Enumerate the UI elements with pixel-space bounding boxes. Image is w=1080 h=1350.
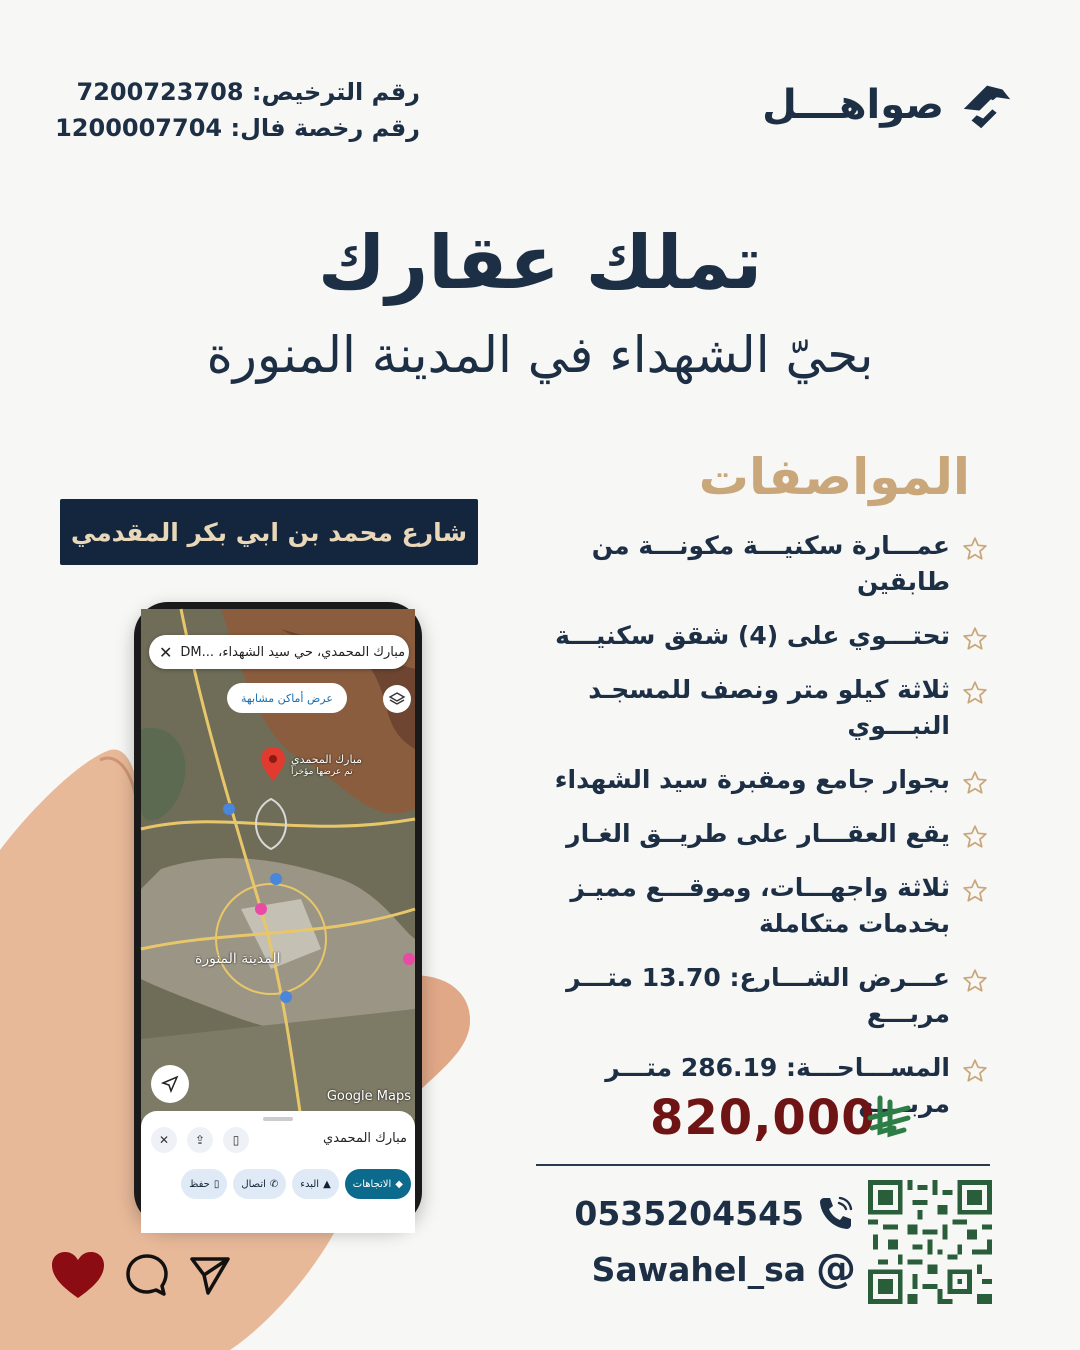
heart-icon[interactable] xyxy=(50,1250,106,1300)
save-label: حفظ xyxy=(189,1178,210,1190)
send-icon[interactable] xyxy=(188,1253,232,1297)
place-sheet xyxy=(141,1111,415,1233)
layers-button[interactable] xyxy=(383,685,411,713)
specs-list xyxy=(518,528,988,1140)
start-button[interactable] xyxy=(292,1169,339,1199)
phone-icon: ✆ xyxy=(269,1178,279,1190)
phone-number[interactable]: 0535204545 xyxy=(574,1193,804,1233)
bookmark-icon[interactable]: ▯ xyxy=(223,1127,249,1153)
action-chips xyxy=(141,1169,415,1199)
close-icon[interactable]: ✕ xyxy=(159,642,173,662)
social-handle-line[interactable] xyxy=(591,1244,856,1294)
license-info xyxy=(55,74,420,146)
comment-icon[interactable] xyxy=(124,1252,170,1298)
spec-text: عـــرض الشـــارع: 13.70 متـــر مربـــع xyxy=(566,963,950,1028)
directions-label: الاتجاهات xyxy=(352,1178,392,1190)
map-search-bar[interactable] xyxy=(149,635,409,669)
social-actions xyxy=(50,1250,232,1300)
brand-name: صواهـــل xyxy=(762,82,944,128)
city-label: المدينة المنورة xyxy=(195,951,281,967)
list-item xyxy=(518,762,988,798)
spec-text: يقع العقـــار على طريــق الغـار xyxy=(566,819,950,848)
star-icon xyxy=(962,1058,988,1084)
star-icon xyxy=(962,968,988,994)
star-icon xyxy=(962,626,988,652)
call-label: اتصال xyxy=(241,1178,266,1190)
sheet-handle[interactable] xyxy=(263,1117,293,1121)
my-location-button[interactable] xyxy=(151,1065,189,1103)
price: 820,000 xyxy=(650,1090,876,1146)
qr-code[interactable] xyxy=(868,1180,992,1304)
call-button[interactable] xyxy=(233,1169,286,1199)
place-name: مبارك المحمدي xyxy=(323,1131,407,1146)
star-icon xyxy=(962,680,988,706)
phone-mockup xyxy=(134,602,422,1226)
license-number: رقم الترخيص: 7200723708 xyxy=(76,78,420,106)
horse-head-logo-icon xyxy=(958,76,1016,134)
list-item xyxy=(518,816,988,852)
list-item xyxy=(518,870,988,942)
list-item xyxy=(518,528,988,600)
map-attribution: Google Maps xyxy=(326,1089,411,1104)
star-icon xyxy=(962,878,988,904)
phone-line[interactable] xyxy=(574,1188,856,1238)
street-banner: شارع محمد بن ابي بكر المقدمي xyxy=(60,499,478,565)
directions-button[interactable] xyxy=(345,1169,411,1199)
spec-text: بجوار جامع ومقبرة سيد الشهداء xyxy=(554,765,950,794)
at-icon: @ xyxy=(816,1246,856,1292)
fal-license-number: رقم رخصة فال: 1200007704 xyxy=(55,114,420,142)
navigation-arrow-icon xyxy=(161,1075,179,1093)
search-query[interactable]: مبارك المحمدي، حي سيد الشهداء، ...DM xyxy=(180,644,406,660)
star-icon xyxy=(962,770,988,796)
pin-sublabel: تم عرضها مؤخراً xyxy=(291,767,353,777)
spec-text: تحتـــوي على (4) شقق سكنيـــة xyxy=(555,621,950,650)
social-handle[interactable]: Sawahel_sa xyxy=(591,1249,806,1289)
star-icon xyxy=(962,536,988,562)
share-icon[interactable]: ⇪ xyxy=(187,1127,213,1153)
bookmark-icon: ▯ xyxy=(213,1178,220,1190)
navigate-icon: ▲ xyxy=(323,1178,331,1190)
spec-text: عمـــارة سكنيـــة مكونـــة من طابقين xyxy=(591,531,950,596)
phone-screen xyxy=(141,609,415,1219)
list-item xyxy=(518,672,988,744)
page-subtitle: بحيّ الشهداء في المدينة المنورة xyxy=(206,326,874,384)
save-button[interactable] xyxy=(181,1169,227,1199)
directions-icon: ◆ xyxy=(395,1178,403,1190)
similar-places-button[interactable]: عرض أماكن مشابهة xyxy=(227,683,347,713)
layers-icon xyxy=(389,691,405,707)
spec-text: المســـاحـــة: 286.19 متـــر مربــــع xyxy=(605,1053,950,1118)
divider xyxy=(536,1164,990,1166)
spec-text: ثلاثة كيلو متر ونصف للمسجـد النبـــوي xyxy=(588,675,950,740)
page-title: تملك عقارك xyxy=(317,220,763,306)
specs-title: المواصفات xyxy=(698,448,970,506)
pin-label: مبارك المحمدي xyxy=(291,753,363,766)
contact-info xyxy=(574,1188,856,1300)
sheet-icons xyxy=(151,1127,249,1153)
star-icon xyxy=(962,824,988,850)
start-label: البدء xyxy=(300,1178,320,1190)
list-item xyxy=(518,618,988,654)
phone-icon xyxy=(814,1192,856,1234)
brand xyxy=(762,76,1016,134)
spec-text: ثلاثة واجهـــات، وموقـــع مميـز بخدمات متكاملة xyxy=(570,873,950,938)
close-icon[interactable]: ✕ xyxy=(151,1127,177,1153)
saudi-riyal-symbol-icon xyxy=(864,1092,914,1144)
list-item xyxy=(518,960,988,1032)
